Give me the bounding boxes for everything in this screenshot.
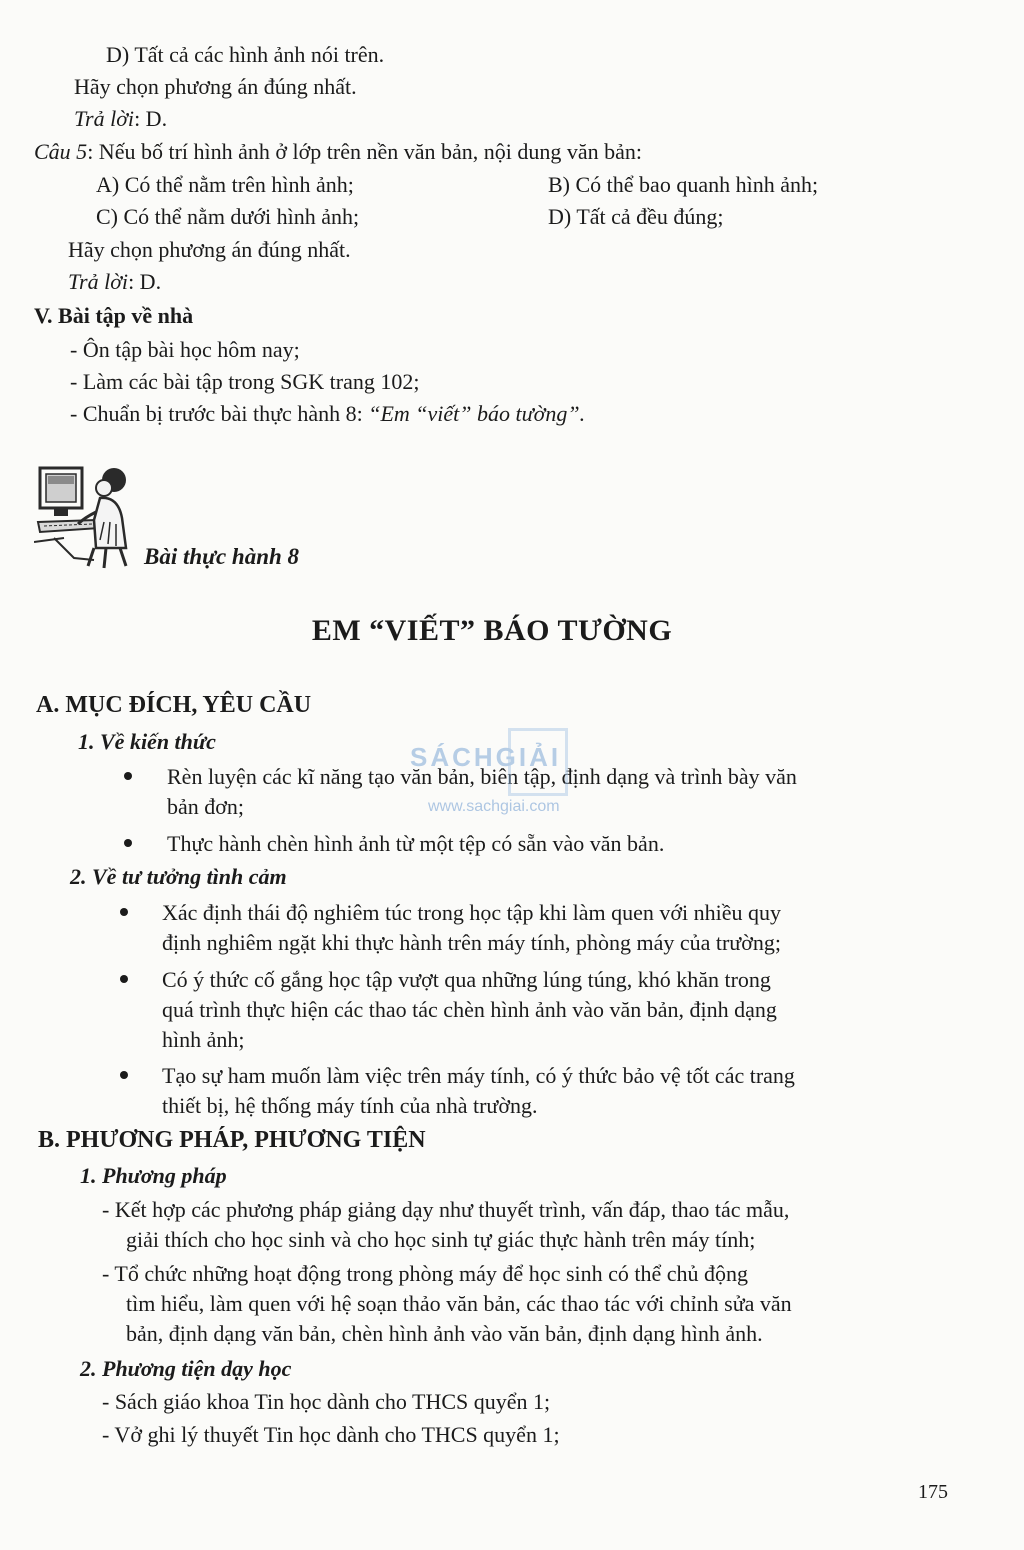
homework-item: - Ôn tập bài học hôm nay;	[70, 337, 300, 362]
q4-prompt: Hãy chọn phương án đúng nhất.	[74, 74, 357, 99]
bullet-line: Tạo sự ham muốn làm việc trên máy tính, có ý thức bảo vệ tốt các trang	[162, 1063, 795, 1088]
bullet-line: Thực hành chèn hình ảnh từ một tệp có sẵn vào văn bản.	[167, 831, 665, 856]
means-item: - Sách giáo khoa Tin học dành cho THCS quyển 1;	[102, 1389, 551, 1414]
bullet-line: hình ảnh;	[162, 1027, 245, 1052]
method-line: giải thích cho học sinh và cho học sinh tự giác thực hành trên máy tính;	[126, 1227, 756, 1252]
homework-item	[70, 401, 585, 426]
section-a-heading: A. MỤC ĐÍCH, YÊU CẦU	[36, 692, 312, 718]
section-b-sub2: 2. Phương tiện dạy học	[80, 1356, 292, 1381]
bullet-line: Có ý thức cố gắng học tập vượt qua những lúng túng, khó khăn trong	[162, 967, 771, 992]
q5-question	[34, 139, 642, 164]
q4-answer	[74, 106, 167, 131]
bullet-item	[162, 1061, 947, 1121]
method-item	[102, 1195, 948, 1255]
bullet-line: Rèn luyện các kĩ năng tạo văn bản, biên tập, định dạng và trình bày văn	[167, 764, 797, 789]
answer-label: Trả lời	[68, 269, 129, 294]
bullet-item	[167, 829, 947, 859]
watermark-brand: SÁCHGIẢI	[410, 742, 562, 772]
homework-item-text: - Chuẩn bị trước bài thực hành 8:	[70, 401, 369, 426]
watermark-url: www.sachgiai.com	[428, 798, 560, 815]
bullet-line: bản đơn;	[167, 794, 245, 819]
answer-label: Trả lời	[74, 106, 135, 131]
homework-item-quote: “Em “viết” báo tường”.	[368, 401, 586, 426]
method-line: - Kết hợp các phương pháp giảng dạy như thuyết trình, vấn đáp, thao tác mẫu,	[102, 1197, 790, 1222]
watermark	[410, 728, 620, 828]
q4-option-d: D) Tất cả các hình ảnh nói trên.	[106, 42, 385, 67]
question-label: Câu 5	[34, 139, 88, 164]
question-text: : Nếu bố trí hình ảnh ở lớp trên nền văn bản, nội dung văn bản:	[87, 139, 643, 164]
answer-value: : D.	[128, 269, 162, 294]
method-line: tìm hiểu, làm quen với hệ soạn thảo văn bản, các thao tác với chỉnh sửa văn	[126, 1291, 792, 1316]
practice-label: Bài thực hành 8	[144, 544, 300, 569]
homework-heading: V. Bài tập về nhà	[34, 303, 194, 328]
section-b-heading: B. PHƯƠNG PHÁP, PHƯƠNG TIỆN	[38, 1127, 426, 1153]
q5-answer	[68, 269, 161, 294]
section-a-sub1: 1. Về kiến thức	[78, 729, 216, 754]
bullet-line: định nghiêm ngặt khi thực hành trên máy tính, phòng máy của trường;	[162, 930, 781, 955]
bullet-line: thiết bị, hệ thống máy tính của nhà trường.	[162, 1093, 538, 1118]
section-b-sub1: 1. Phương pháp	[80, 1163, 227, 1188]
method-line: bản, định dạng văn bản, chèn hình ảnh vào văn bản, định dạng hình ảnh.	[126, 1321, 763, 1346]
q5-option-d: D) Tất cả đều đúng;	[548, 204, 724, 229]
bullet-line: Xác định thái độ nghiêm túc trong học tập khi làm quen với nhiều quy	[162, 900, 781, 925]
person-at-computer-icon	[34, 462, 138, 572]
section-a-sub2: 2. Về tư tưởng tình cảm	[70, 864, 287, 889]
method-line: - Tổ chức những hoạt động trong phòng máy để học sinh có thể chủ động	[102, 1261, 749, 1286]
bullet-line: quá trình thực hiện các thao tác chèn hình ảnh vào văn bản, định dạng	[162, 997, 777, 1022]
means-item: - Vở ghi lý thuyết Tin học dành cho THCS quyển 1;	[102, 1422, 560, 1447]
bullet-icon	[124, 772, 132, 780]
bullet-icon	[120, 975, 128, 983]
homework-item: - Làm các bài tập trong SGK trang 102;	[70, 369, 420, 394]
page-number: 175	[918, 1481, 948, 1503]
q5-option-a: A) Có thể nằm trên hình ảnh;	[96, 172, 354, 197]
page-title: EM “VIẾT” BÁO TƯỜNG	[311, 614, 673, 647]
q5-option-c: C) Có thể nằm dưới hình ảnh;	[96, 204, 360, 229]
bullet-item	[162, 965, 947, 1055]
bullet-item	[162, 898, 947, 958]
q5-option-b: B) Có thể bao quanh hình ảnh;	[548, 172, 819, 197]
method-item	[102, 1259, 948, 1349]
bullet-icon	[124, 839, 132, 847]
answer-value: : D.	[134, 106, 168, 131]
bullet-icon	[120, 1071, 128, 1079]
q5-prompt: Hãy chọn phương án đúng nhất.	[68, 237, 351, 262]
bullet-icon	[120, 908, 128, 916]
